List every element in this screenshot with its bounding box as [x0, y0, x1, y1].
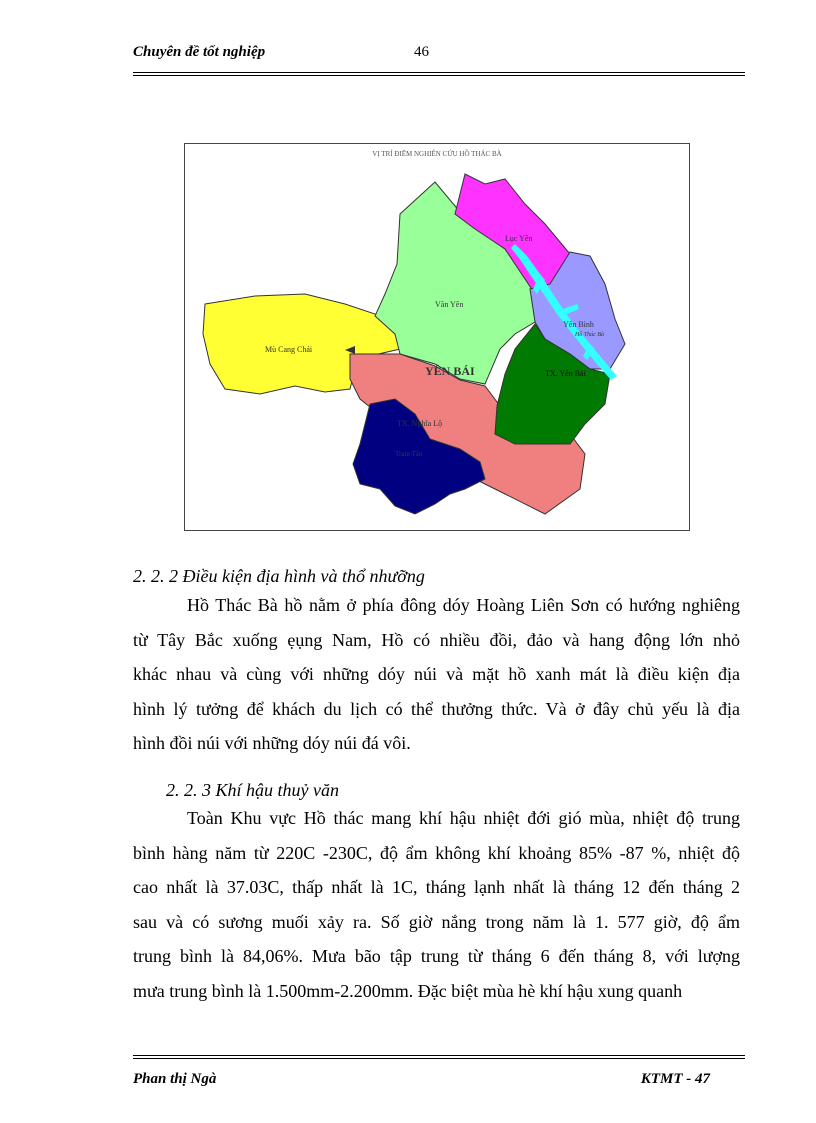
header-title: Chuyên đề tốt nghiệp	[133, 44, 266, 60]
section-223-body	[133, 801, 740, 1009]
label-tram-tau: Trạm Tấu	[395, 450, 423, 458]
page-header	[133, 40, 745, 80]
map-figure	[184, 143, 690, 531]
yen-bai-map	[185, 144, 689, 530]
footer-rule-bottom	[133, 1058, 745, 1059]
label-van-yen: Văn Yên	[435, 300, 464, 309]
section-222-body	[133, 588, 740, 761]
section-223-line: cao nhất là 37.03C, thấp nhất là 1C, tháng lạnh nhất là tháng 12 đến tháng 2	[133, 877, 740, 898]
page-footer	[133, 1055, 745, 1095]
section-222-line: từ Tây Bắc xuống ẹụng Nam, Hồ có nhiều đồi, đảo và hang động lớn nhỏ	[133, 629, 740, 650]
label-lake: Hồ Thác Bà	[575, 332, 604, 338]
label-luc-yen: Lục Yên	[505, 234, 533, 243]
section-223-heading: 2. 2. 3 Khí hậu thuỷ văn	[166, 780, 339, 800]
header-rule-bottom	[133, 75, 745, 76]
label-province: YÊN BÁI	[425, 364, 475, 378]
footer-rule-top	[133, 1055, 745, 1056]
label-yen-binh: Yên Bình	[563, 320, 594, 329]
section-223-line: mưa trung bình là 1.500mm-2.200mm. Đặc biệt mùa hè khí hậu xung quanh	[133, 980, 683, 1001]
section-223-line: bình hàng năm từ 220C -230C, độ ẩm không khí khoảng 85% -87 %, nhiệt độ	[133, 842, 740, 863]
header-rule-top	[133, 72, 745, 73]
section-223-line: trung bình là 84,06%. Mưa bão tập trung từ tháng 6 đến tháng 8, với lượng	[133, 946, 740, 967]
section-222-line: khác nhau và cùng với những dóy núi và mặt hồ xanh mát là điều kiện địa	[133, 664, 740, 685]
section-223-line: Toàn Khu vực Hồ thác mang khí hậu nhiệt đới gió mùa, nhiệt độ trung	[187, 808, 740, 828]
section-222-line: hình lý tưởng để khách du lịch có thể thưởng thức. Và ở đây chủ yếu là địa	[133, 698, 740, 719]
label-nghia-lo: TX. Nghĩa Lộ	[397, 419, 443, 428]
section-222-line: Hồ Thác Bà hồ nằm ở phía đông dóy Hoàng Liên Sơn có hướng nghiêng	[187, 595, 740, 615]
footer-author: Phan thị Ngà	[133, 1071, 217, 1087]
header-page-number: 46	[414, 44, 429, 60]
footer-code: KTMT - 47	[640, 1071, 710, 1087]
label-mu-cang-chai: Mù Cang Chải	[265, 345, 313, 354]
section-222-line: hình đồi núi với những dóy núi đá vôi.	[133, 733, 411, 754]
map-title: VỊ TRÍ ĐIỂM NGHIÊN CỨU HỒ THÁC BÀ	[372, 150, 502, 158]
label-tx-yen-bai: TX. Yên Bái	[545, 369, 586, 378]
section-222-heading: 2. 2. 2 Điều kiện địa hình và thổ nhưỡng	[133, 566, 425, 586]
section-223-line: sau và có sương muối xảy ra. Số giờ nắng trong năm là 1. 577 giờ, độ ẩm	[133, 911, 740, 932]
